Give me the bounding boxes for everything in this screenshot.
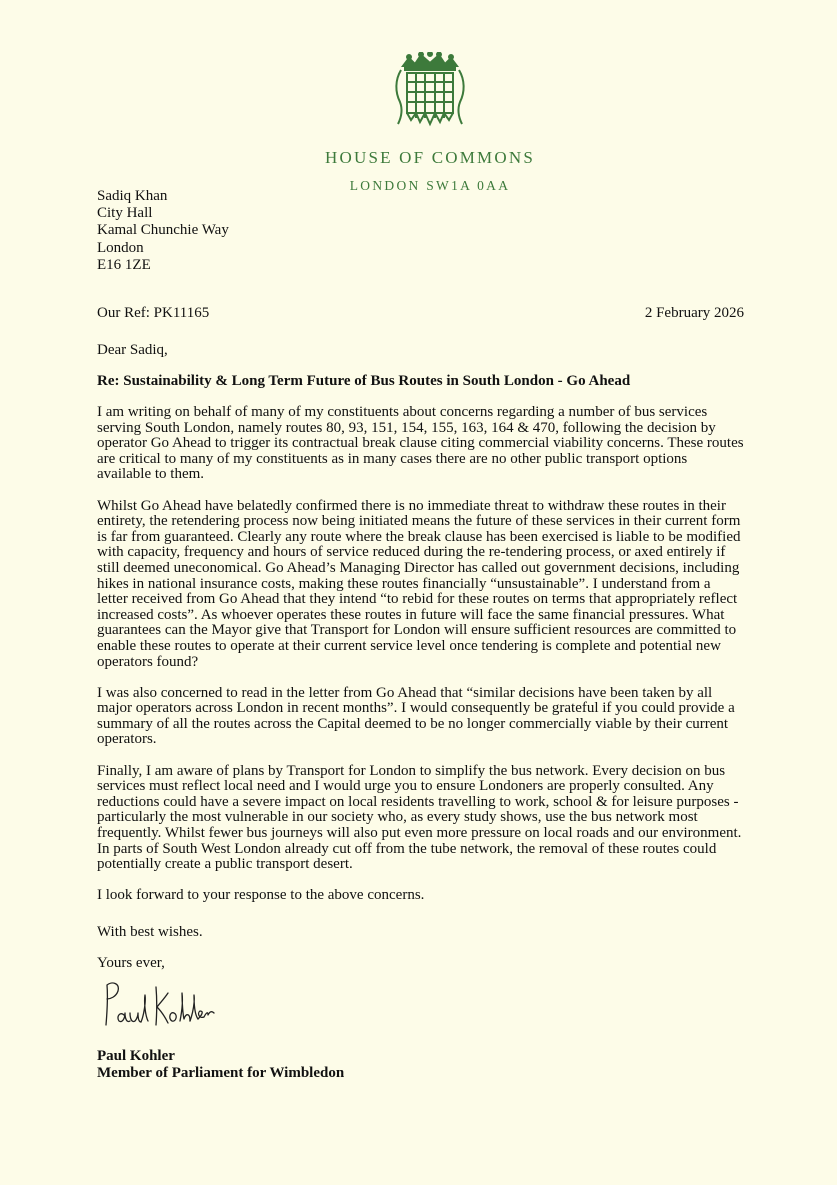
signer-name: Paul Kohler — [97, 1048, 175, 1064]
recipient-line: City Hall — [97, 205, 153, 222]
closing-wishes: With best wishes. — [97, 924, 203, 940]
recipient-line: E16 1ZE — [97, 256, 151, 273]
body-paragraph: I was also concerned to read in the letter from Go Ahead that “similar decisions have been taken by all major operators across London in recent months”. I would consequently be grateful if you could provide a summary of all the routes across the Capital deemed to be no longer commercially viable by their current operators. — [97, 684, 735, 748]
subject-line: Re: Sustainability & Long Term Future of Bus Routes in South London - Go Ahead — [97, 373, 631, 389]
body-paragraph: I look forward to your response to the above concerns. — [97, 887, 425, 904]
recipient-line: Kamal Chunchie Way — [97, 222, 229, 239]
body-paragraph: Finally, I am aware of plans by Transport for London to simplify the bus network. Every decision on bus services must reflect local need and I would urge you to ensure Londoners are properly consulted. Any reductions could have a severe impact on local residents travelling to work, school & for leisure purposes - particularly the most vulnerable in our society who, as every study shows, use the bus network most frequently. Whilst fewer bus journeys will also put even more pressure on local roads and our environment. In parts of South West London already cut off from the tube network, the removal of these routes could potentially create a public transport desert. — [97, 762, 742, 873]
sign-off: Yours ever, — [97, 955, 165, 971]
body-paragraph: I am writing on behalf of many of my constituents about concerns regarding a number of bus services serving South London, namely routes 80, 93, 151, 154, 155, 163, 164 & 470, following the decision by operator Go Ahead to trigger its contractual break clause citing commercial viability concerns. These routes are critical to many of my constituents as in many cases there are no other public transport options available to them. — [97, 404, 744, 483]
reference-number: Our Ref: PK11165 — [97, 305, 210, 321]
recipient-address — [97, 188, 229, 274]
handwritten-signature — [98, 975, 218, 1033]
letter-date: 2 February 2026 — [644, 305, 744, 321]
recipient-line: London — [97, 239, 144, 256]
organization-name: HOUSE OF COMMONS — [325, 148, 535, 167]
salutation: Dear Sadiq, — [97, 342, 168, 358]
organization-address: LONDON SW1A 0AA — [349, 178, 511, 193]
letter-body — [97, 405, 745, 920]
recipient-line: Sadiq Khan — [97, 188, 168, 204]
portcullis-icon — [395, 52, 465, 128]
body-paragraph: Whilst Go Ahead have belatedly confirmed there is no immediate threat to withdraw these routes in their entirety, the retendering process now being initiated means the future of these services in their current form is far from guaranteed. Clearly any route where the break clause has been exercised is liable to be modified with capacity, frequency and hours of service reduced during the re-tendering process, or axed entirely if still deemed uneconomical. Go Ahead’s Managing Director has called out government decisions, including hikes in national insurance costs, making these routes financially “unsustainable”. I understand from a letter received from Go Ahead that they intend “to rebid for these routes on terms that appropriately reflect increased costs”. As whoever operates these routes in future will face the same financial pressures. What guarantees can the Mayor give that Transport for London will ensure sufficient resources are committed to enable these routes to operate at their current service level once tendering is complete and potential new operators found? — [97, 497, 741, 670]
signer-title: Member of Parliament for Wimbledon — [97, 1065, 345, 1081]
